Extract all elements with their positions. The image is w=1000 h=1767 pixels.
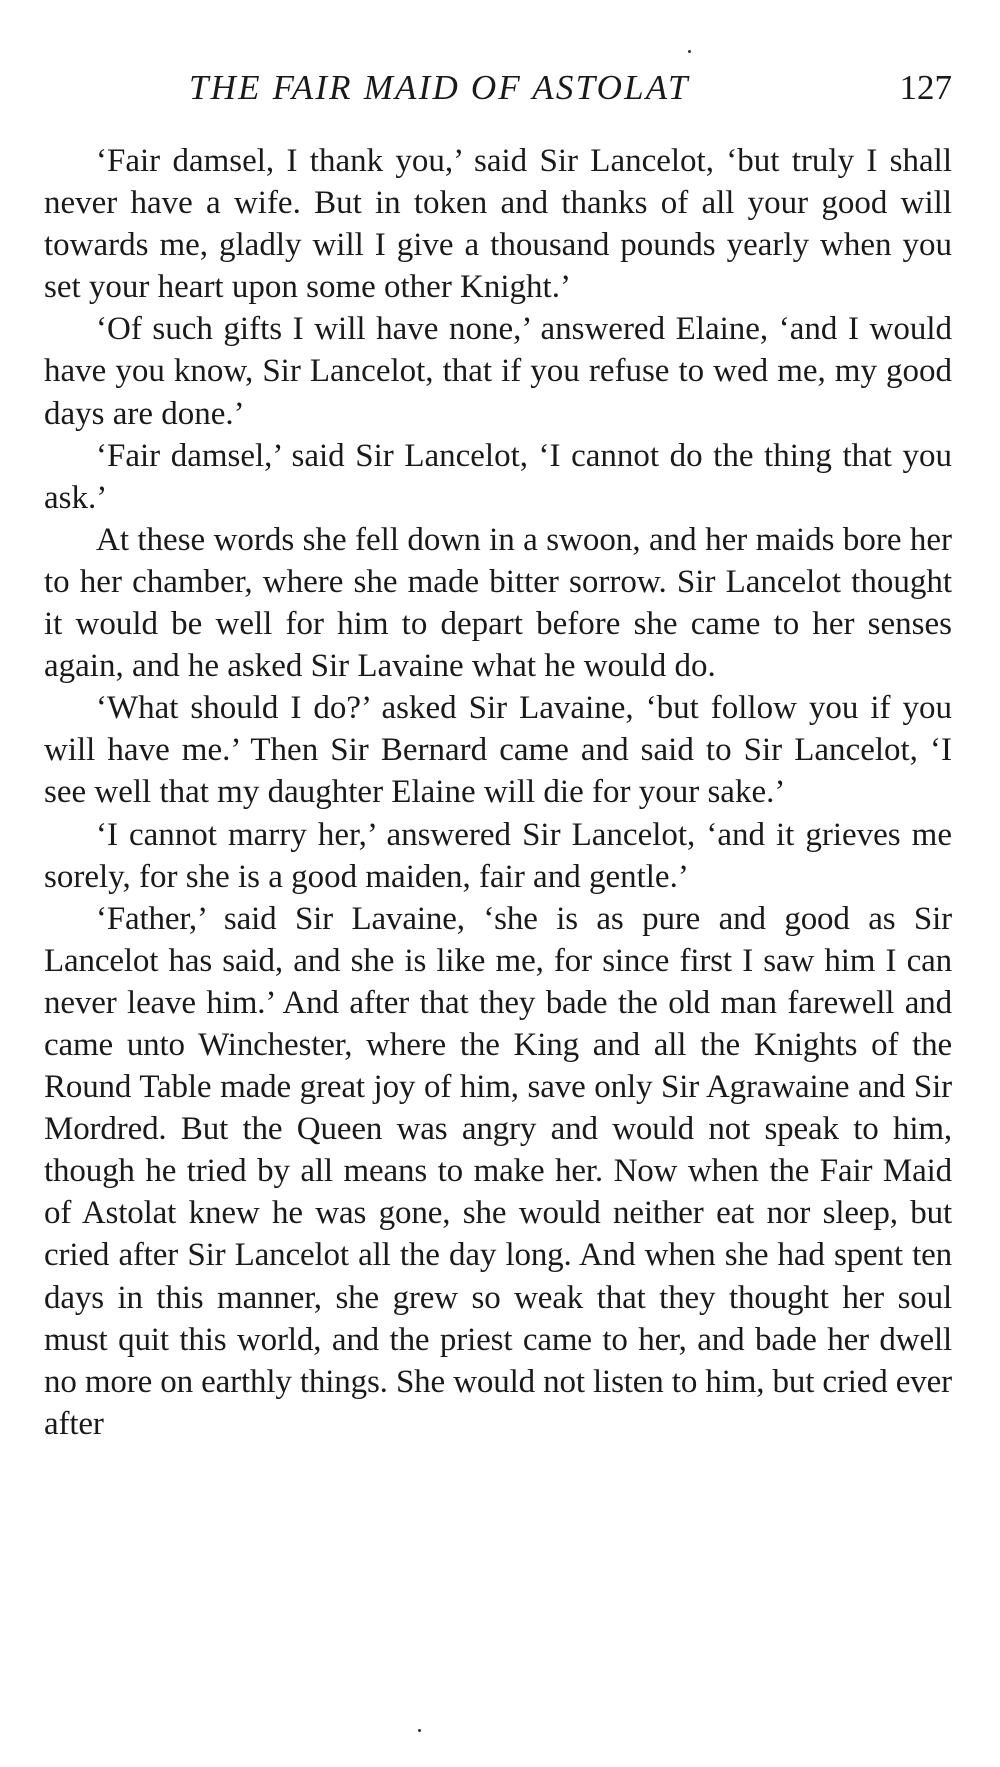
paragraph: ‘Fair damsel, I thank you,’ said Sir Lancelot, ‘but truly I shall never have a wife. But in token and thanks of all your good will towards me, gladly will I give a thousand pounds yearly when you set your heart upon some other Knight.’ — [44, 143, 952, 306]
print-speck — [418, 1729, 421, 1732]
body-text — [44, 140, 952, 1445]
paragraph: ‘I cannot marry her,’ answered Sir Lancelot, ‘and it grieves me sorely, for she is a good maiden, fair and gentle.’ — [44, 816, 952, 895]
running-title: THE FAIR MAID OF ASTOLAT — [189, 68, 690, 107]
paragraph: ‘Of such gifts I will have none,’ answered Elaine, ‘and I would have you know, Sir Lancelot, that if you refuse to wed me, my good days are done.’ — [44, 311, 952, 432]
page-number: 127 — [899, 68, 952, 107]
running-header — [44, 64, 952, 112]
paragraph: ‘What should I do?’ asked Sir Lavaine, ‘but follow you if you will have me.’ Then Sir Bernard came and said to Sir Lancelot, ‘I see well that my daughter Elaine will die for your sake.’ — [44, 690, 952, 811]
print-speck — [688, 50, 691, 53]
paragraph: ‘Fair damsel,’ said Sir Lancelot, ‘I cannot do the thing that you ask.’ — [44, 437, 952, 516]
paragraph: ‘Father,’ said Sir Lavaine, ‘she is as pure and good as Sir Lancelot has said, and she is like me, for since first I saw him I can never leave him.’ And after that they bade the old man farewell and came unto Winchester, where the King and all the Knights of the Round Table made great joy of him, save only Sir Agrawaine and Sir Mordred. But the Queen was angry and would not speak to him, though he tried by all means to make her. Now when the Fair Maid of Astolat knew he was gone, she would neither eat nor sleep, but cried after Sir Lancelot all the day long. And when she had spent ten days in this manner, she grew so weak that they thought her soul must quit this world, and the priest came to her, and bade her dwell no more on earthly things. She would not listen to him, but cried ever after — [44, 900, 952, 1442]
paragraph: At these words she fell down in a swoon, and her maids bore her to her chamber, where she made bitter sorrow. Sir Lancelot thought it would be well for him to depart before she came to her senses again, and he asked Sir Lavaine what he would do. — [44, 521, 952, 685]
